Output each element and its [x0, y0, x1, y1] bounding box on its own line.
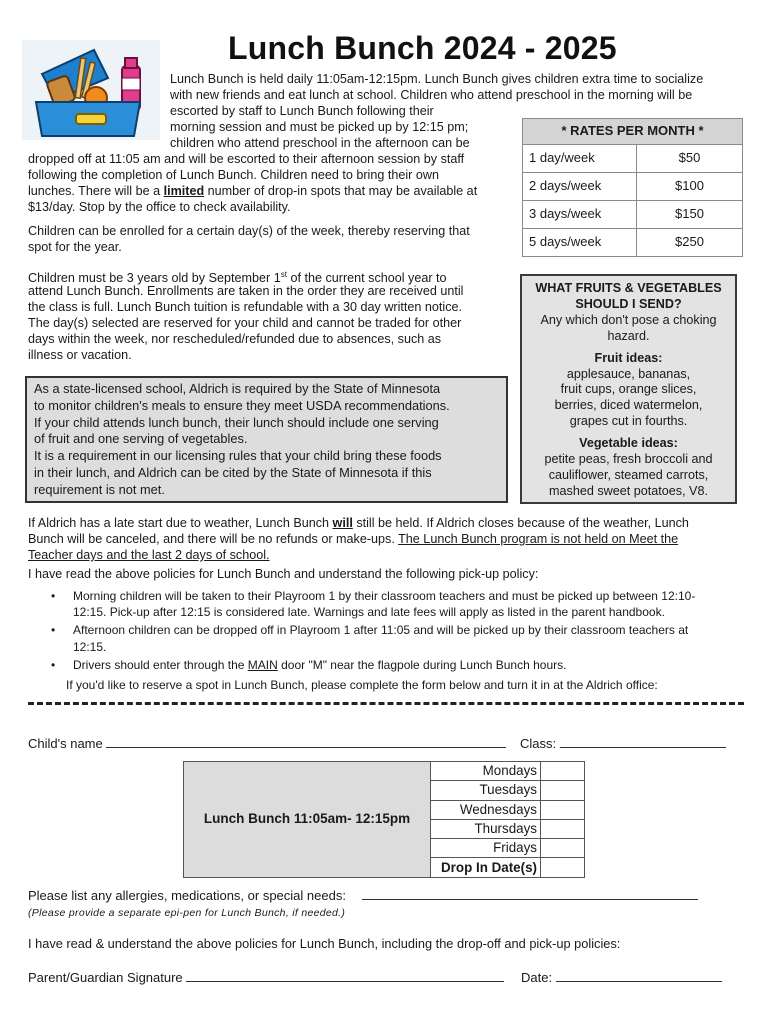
rate-price: $250 — [637, 229, 743, 257]
cut-line — [28, 702, 744, 705]
intro-line-9: $13/day. Stop by the office to check availability. — [28, 200, 291, 214]
allergy-label: Please list any allergies, medications, or special needs: — [28, 888, 346, 903]
date-label: Date: — [521, 970, 553, 985]
age-line-4: The day(s) selected are reserved for your child and cannot be traded for other — [28, 316, 462, 330]
day-label: Mondays — [431, 762, 541, 781]
intro-line-8-a: lunches. There will be a — [28, 184, 164, 198]
state-license-box — [25, 376, 508, 503]
child-name-field[interactable] — [106, 736, 506, 748]
vegetable-idea-line: cauliflower, steamed carrots, — [548, 467, 709, 482]
limited-emphasis: limited — [163, 184, 205, 198]
acknowledgement: I have read & understand the above policies for Lunch Bunch, including the drop-off and pick-up policies: — [28, 936, 621, 951]
policy-bullet-line: Afternoon children can be dropped off in Playroom 1 after 11:05 and will be picked up by their classroom teachers at — [73, 623, 689, 638]
rate-price: $100 — [637, 173, 743, 201]
lunch-box-logo — [22, 40, 160, 140]
policy-bullet: • Drivers should enter through the MAIN door "M" near the flagpole during Lunch Bunch hours. — [51, 657, 567, 672]
date-field[interactable] — [556, 970, 722, 982]
fruit-ideas-title: Fruit ideas: — [594, 350, 663, 365]
fruit-box-sub-1: Any which don't pose a choking — [540, 312, 717, 327]
intro-line-1: Lunch Bunch is held daily 11:05am-12:15pm. Lunch Bunch gives children extra time to socialize — [170, 72, 704, 86]
weather-line-1-c: still be held. If Aldrich closes because of the weather, Lunch — [352, 516, 689, 530]
allergy-field[interactable] — [362, 888, 698, 900]
rates-table — [522, 118, 743, 257]
rates-header: * RATES PER MONTH * — [523, 119, 743, 145]
age-line-3: the class is full. Lunch Bunch tuition is refundable with a 30 day written notice. — [28, 300, 463, 314]
child-name-row — [28, 736, 506, 752]
day-label: Thursdays — [431, 819, 541, 838]
policy-intro: I have read the above policies for Lunch Bunch and understand the following pick-up policy: — [28, 567, 539, 581]
age-line-1-b: of the current school year to — [286, 271, 447, 286]
rate-row — [523, 145, 743, 173]
intro-line-7: following the completion of Lunch Bunch. Children need to bring their own — [28, 168, 439, 182]
age-line-6: illness or vacation. — [28, 348, 132, 362]
allergy-row — [28, 888, 698, 904]
fruit-vegetable-box — [520, 274, 737, 504]
fruit-idea-line: grapes cut in fourths. — [569, 414, 688, 429]
will-emphasis: will — [332, 516, 353, 530]
rate-days: 5 days/week — [523, 229, 637, 257]
day-label: Tuesdays — [431, 781, 541, 800]
reserve-note: If you'd like to reserve a spot in Lunch Bunch, please complete the form below and turn it in at the Aldrich office: — [66, 678, 658, 692]
rate-row — [523, 173, 743, 201]
fruit-box-heading-2: SHOULD I SEND? — [575, 296, 682, 311]
intro-line-8 — [28, 183, 477, 199]
day-checkbox[interactable] — [541, 762, 585, 781]
intro-line-8-c: number of drop-in spots that may be available at — [204, 184, 478, 198]
fruit-idea-line: fruit cups, orange slices, — [560, 382, 697, 397]
class-field[interactable] — [560, 736, 726, 748]
day-label: Fridays — [431, 839, 541, 858]
weather-line-1-a: If Aldrich has a late start due to weather, Lunch Bunch — [28, 516, 333, 530]
rate-price: $150 — [637, 201, 743, 229]
state-box-line: As a state-licensed school, Aldrich is required by the State of Minnesota — [34, 381, 441, 396]
enroll-line-1: Children can be enrolled for a certain day(s) of the week, thereby reserving that — [28, 224, 470, 238]
policy-bullet-line-c: door "M" near the flagpole during Lunch Bunch hours. — [277, 657, 567, 672]
vegetable-idea-line: mashed sweet potatoes, V8. — [549, 483, 708, 498]
vegetable-ideas-title: Vegetable ideas: — [579, 436, 678, 451]
state-box-line: in their lunch, and Aldrich can be cited by the State of Minnesota if this — [34, 464, 432, 480]
age-line-1-sup: st — [280, 270, 287, 279]
fruit-box-heading-1: WHAT FRUITS & VEGETABLES — [535, 281, 722, 295]
rate-row — [523, 201, 743, 229]
fruit-idea-line: berries, diced watermelon, — [554, 398, 703, 413]
class-label: Class: — [520, 736, 557, 751]
policy-bullet-line: Morning children will be taken to their Playroom 1 by their classroom teachers and must be picked up between 12:10- — [73, 589, 696, 603]
intro-line-3: escorted by staff to Lunch Bunch following their — [170, 104, 434, 118]
intro-line-5: children who attend preschool in the afternoon can be — [170, 136, 470, 150]
policy-bullet-line-a: Drivers should enter through the — [73, 657, 248, 672]
drop-in-field[interactable] — [541, 858, 585, 877]
policy-bullet: • Afternoon children can be dropped off in Playroom 1 after 11:05 and will be picked up by their classroom teachers at 12:15. — [28, 622, 748, 654]
day-checkbox[interactable] — [541, 781, 585, 800]
day-checkbox[interactable] — [541, 800, 585, 819]
rate-days: 1 day/week — [523, 145, 637, 173]
drop-in-label: Drop In Date(s) — [431, 858, 541, 877]
fruit-box-sub-2: hazard. — [607, 328, 650, 343]
program-label: Lunch Bunch 11:05am- 12:15pm — [184, 762, 431, 878]
rate-days: 3 days/week — [523, 201, 637, 229]
weather-line-2 — [28, 531, 748, 547]
day-checkbox[interactable] — [541, 839, 585, 858]
class-row — [520, 736, 726, 752]
weather-line-2-a: Bunch will be canceled, and there will be no refunds or make-ups. — [28, 532, 399, 546]
no-program-notice: The Lunch Bunch program is not held on Meet the — [398, 532, 679, 546]
policy-bullet-line: 12:15. — [73, 639, 107, 654]
rate-row — [523, 229, 743, 257]
signature-row — [28, 970, 504, 986]
fruit-idea-line: applesauce, bananas, — [566, 366, 691, 381]
state-box-line: requirement is not met. — [34, 481, 165, 497]
signature-label: Parent/Guardian Signature — [28, 970, 183, 985]
date-row — [521, 970, 722, 986]
age-line-1-a: Children must be 3 years old by September 1 — [28, 271, 281, 286]
rate-days: 2 days/week — [523, 173, 637, 201]
weather-line-1 — [28, 515, 748, 531]
state-box-line: of fruit and one serving of vegetables. — [34, 431, 248, 447]
policy-bullet: • Morning children will be taken to their Playroom 1 by their classroom teachers and must be picked up between 12:10- 12:15. Pick-up after 12:15 is considered late. Warnings and late fees will apply as listed in the parent handbook. — [28, 588, 748, 620]
age-line-2: attend Lunch Bunch. Enrollments are taken in the order they are received until — [28, 284, 464, 298]
intro-line-4: morning session and must be picked up by 12:15 pm; — [170, 120, 469, 134]
enroll-line-2: spot for the year. — [28, 240, 122, 254]
state-box-line: If your child attends lunch bunch, their lunch should include one serving — [34, 414, 439, 430]
rate-price: $50 — [637, 145, 743, 173]
intro-line-6: dropped off at 11:05 am and will be escorted to their afternoon session by staff — [28, 152, 465, 166]
child-name-label: Child's name — [28, 736, 103, 751]
weather-line-3: Teacher days and the last 2 days of school. — [28, 548, 270, 562]
age-line-5: days within the week, nor rescheduled/refunded due to absences, such as — [28, 332, 442, 346]
state-box-line: It is a requirement in our licensing rules that your child bring these foods — [34, 448, 442, 464]
day-label: Wednesdays — [431, 800, 541, 819]
allergy-note: (Please provide a separate epi-pen for Lunch Bunch, if needed.) — [28, 907, 346, 919]
main-door-emphasis: MAIN — [247, 657, 278, 672]
state-box-line: to monitor children's meals to ensure they meet USDA recommendations. — [34, 397, 450, 413]
intro-line-2: with new friends and eat lunch at school. Children who attend preschool in the morning will be — [170, 88, 693, 102]
page-title: Lunch Bunch 2024 - 2025 — [228, 30, 617, 66]
vegetable-idea-line: petite peas, fresh broccoli and — [544, 452, 713, 467]
day-checkbox[interactable] — [541, 819, 585, 838]
pickup-policy-list — [28, 588, 748, 675]
policy-bullet-line: 12:15. Pick-up after 12:15 is considered late. Warnings and late fees will apply as listed in the parent handbook. — [73, 605, 665, 620]
lunch-bunch-signup-table — [183, 761, 585, 878]
signature-field[interactable] — [186, 970, 504, 982]
